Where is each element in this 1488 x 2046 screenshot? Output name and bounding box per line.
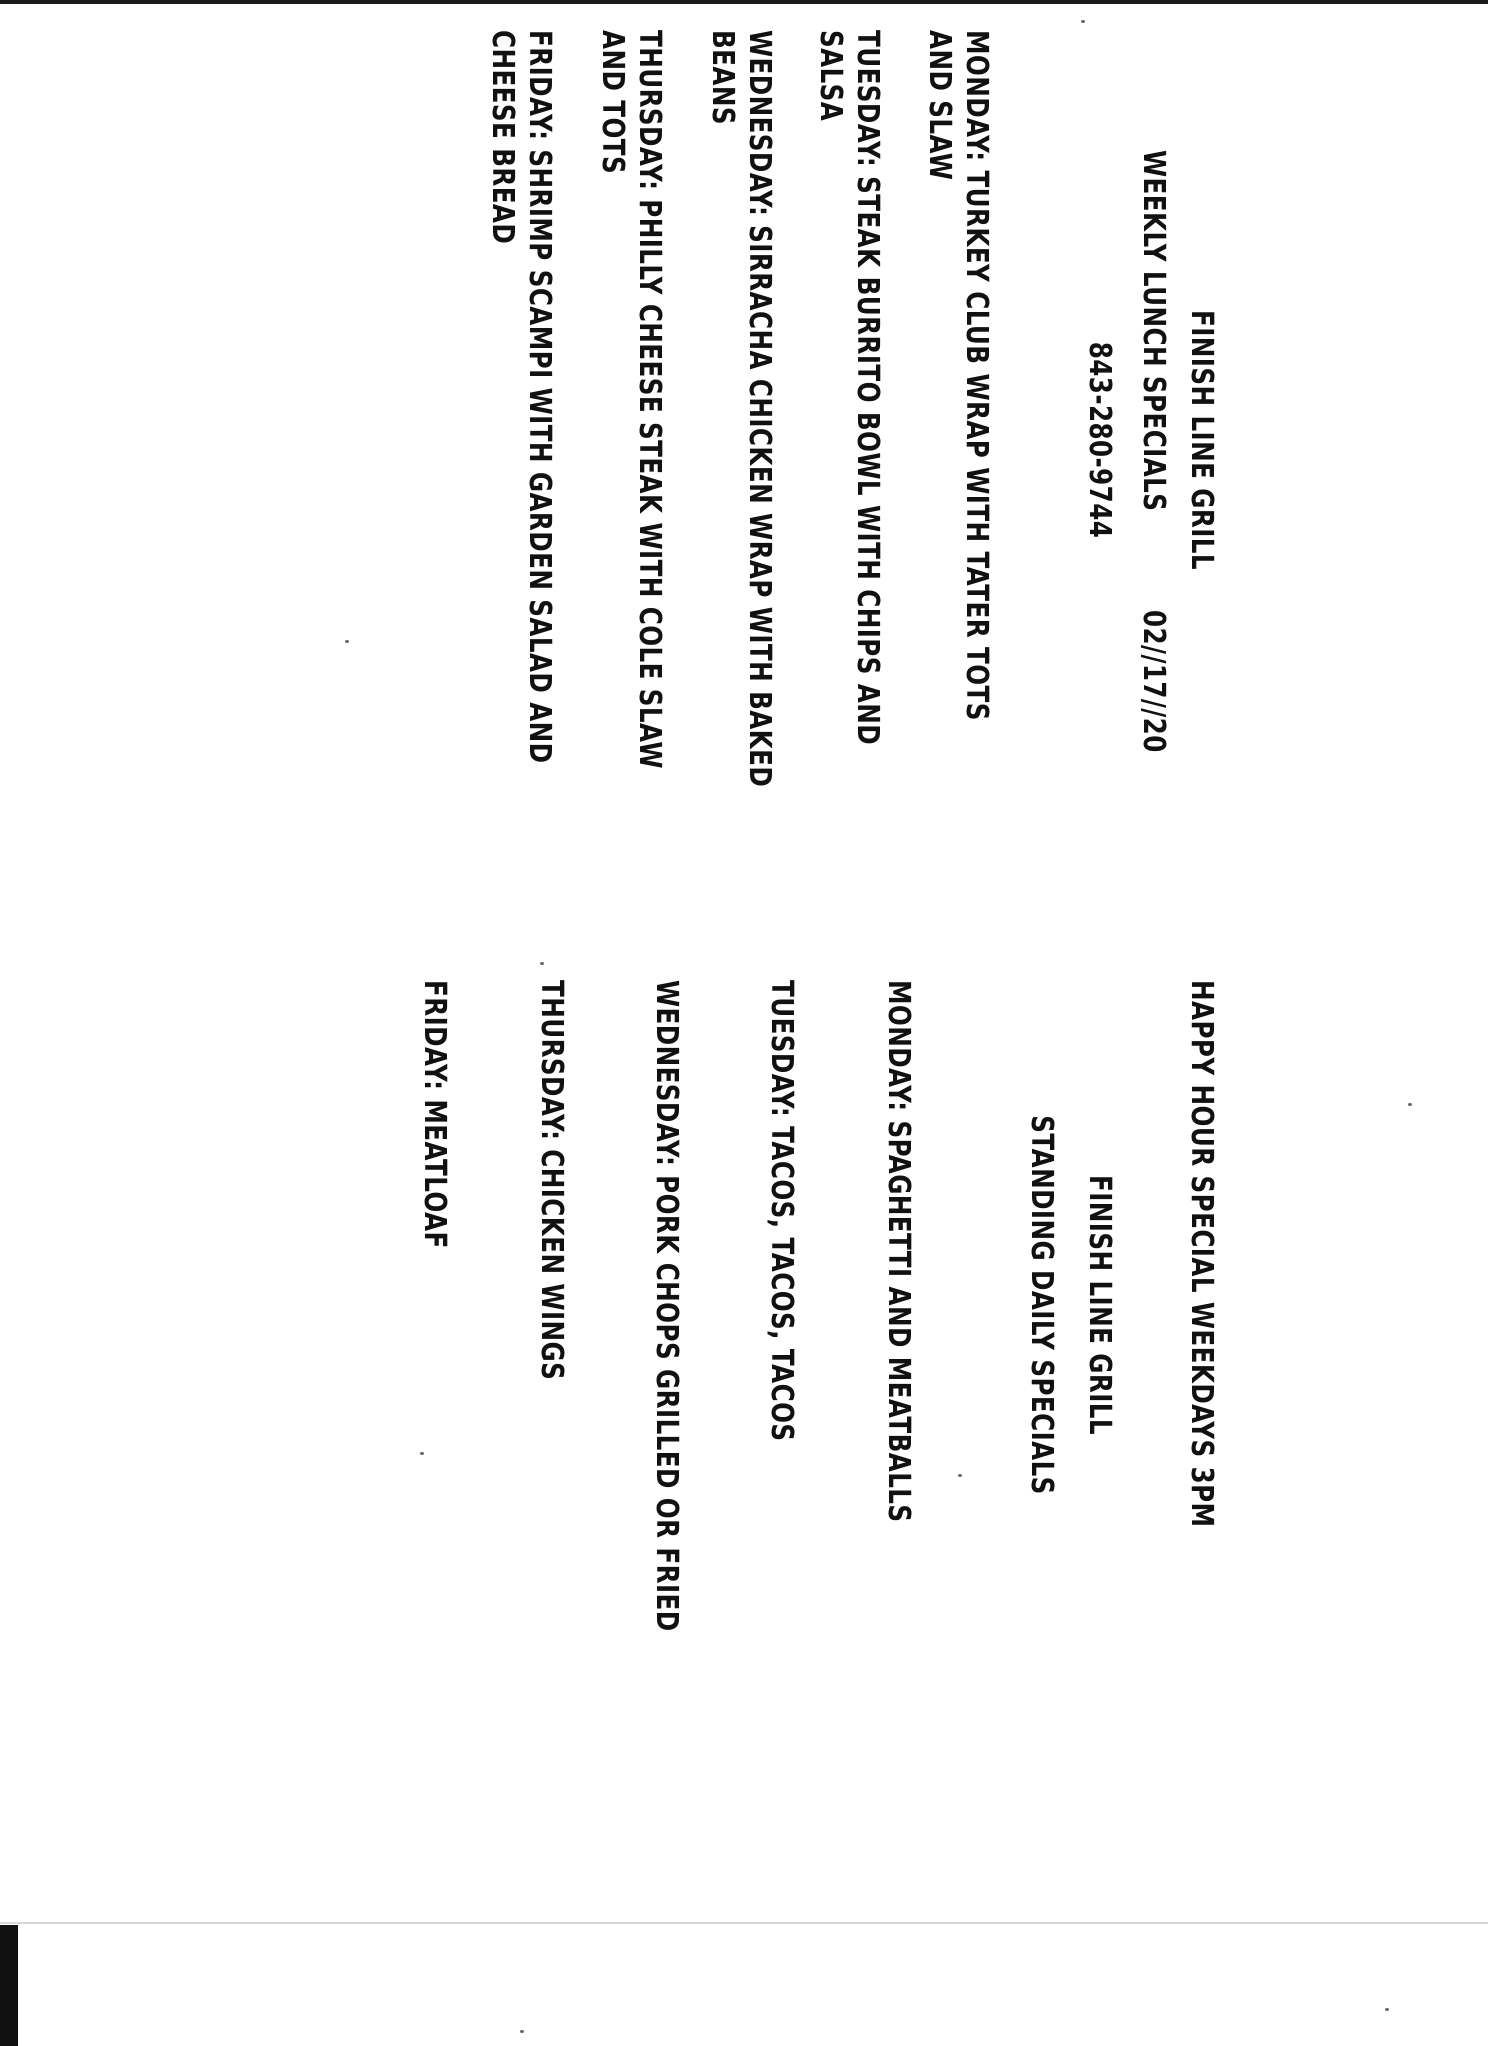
- lunch-item-thursday-line2: AND TOTS: [595, 30, 630, 175]
- standing-daily-section: [28, 975, 1488, 1775]
- scan-speck: [1081, 20, 1085, 23]
- scan-bottom-fold: [0, 1922, 1488, 1924]
- scan-speck: [540, 962, 544, 965]
- lunch-item-tuesday-line1: TUESDAY: STEAK BURRITO BOWL WITH CHIPS AND: [850, 30, 885, 746]
- scan-speck: [420, 1452, 424, 1455]
- happy-hour-special: HAPPY HOUR SPECIAL WEEKDAYS 3PM: [1184, 980, 1219, 1528]
- lunch-item-monday-line2: AND SLAW: [922, 30, 957, 181]
- lunch-date: 02//17//20: [1136, 610, 1171, 753]
- lunch-title: FINISH LINE GRILL: [1184, 310, 1219, 570]
- lunch-item-monday-line1: MONDAY: TURKEY CLUB WRAP WITH TATER TOTS: [959, 30, 994, 721]
- scan-speck: [1408, 1103, 1412, 1106]
- lunch-item-tuesday-line2: SALSA: [813, 30, 848, 122]
- lunch-item-friday-line1: FRIDAY: SHRIMP SCAMPI WITH GARDEN SALAD AND: [522, 30, 557, 764]
- lunch-item-thursday-line1: THURSDAY: PHILLY CHEESE STEAK WITH COLE SLAW: [632, 30, 667, 769]
- daily-title: FINISH LINE GRILL: [1082, 1175, 1117, 1435]
- weekly-lunch-section: [28, 0, 1488, 900]
- lunch-item-friday-line2: CHEESE BREAD: [485, 30, 520, 245]
- rotated-menu-sheet: [28, 0, 1488, 1900]
- scan-left-edge: [0, 1925, 18, 2046]
- daily-item-tuesday: TUESDAY: TACOS, TACOS, TACOS: [764, 980, 799, 1442]
- scan-speck: [520, 2030, 524, 2033]
- lunch-subtitle: WEEKLY LUNCH SPECIALS: [1136, 150, 1171, 512]
- lunch-item-wednesday-line1: WEDNESDAY: SIRRACHA CHICKEN WRAP WITH BAKED: [742, 30, 777, 788]
- daily-item-thursday: THURSDAY: CHICKEN WINGS: [534, 980, 569, 1381]
- lunch-item-wednesday-line2: BEANS: [705, 30, 740, 125]
- scan-speck: [958, 1474, 962, 1477]
- daily-item-friday: FRIDAY: MEATLOAF: [417, 980, 452, 1249]
- daily-item-wednesday: WEDNESDAY: PORK CHOPS GRILLED OR FRIED: [649, 980, 684, 1632]
- daily-subtitle: STANDING DAILY SPECIALS: [1024, 1115, 1059, 1495]
- lunch-phone: 843-280-9744: [1082, 341, 1117, 539]
- daily-item-monday: MONDAY: SPAGHETTI AND MEATBALLS: [881, 980, 916, 1523]
- scan-speck: [1385, 2008, 1389, 2011]
- scan-speck: [345, 640, 349, 643]
